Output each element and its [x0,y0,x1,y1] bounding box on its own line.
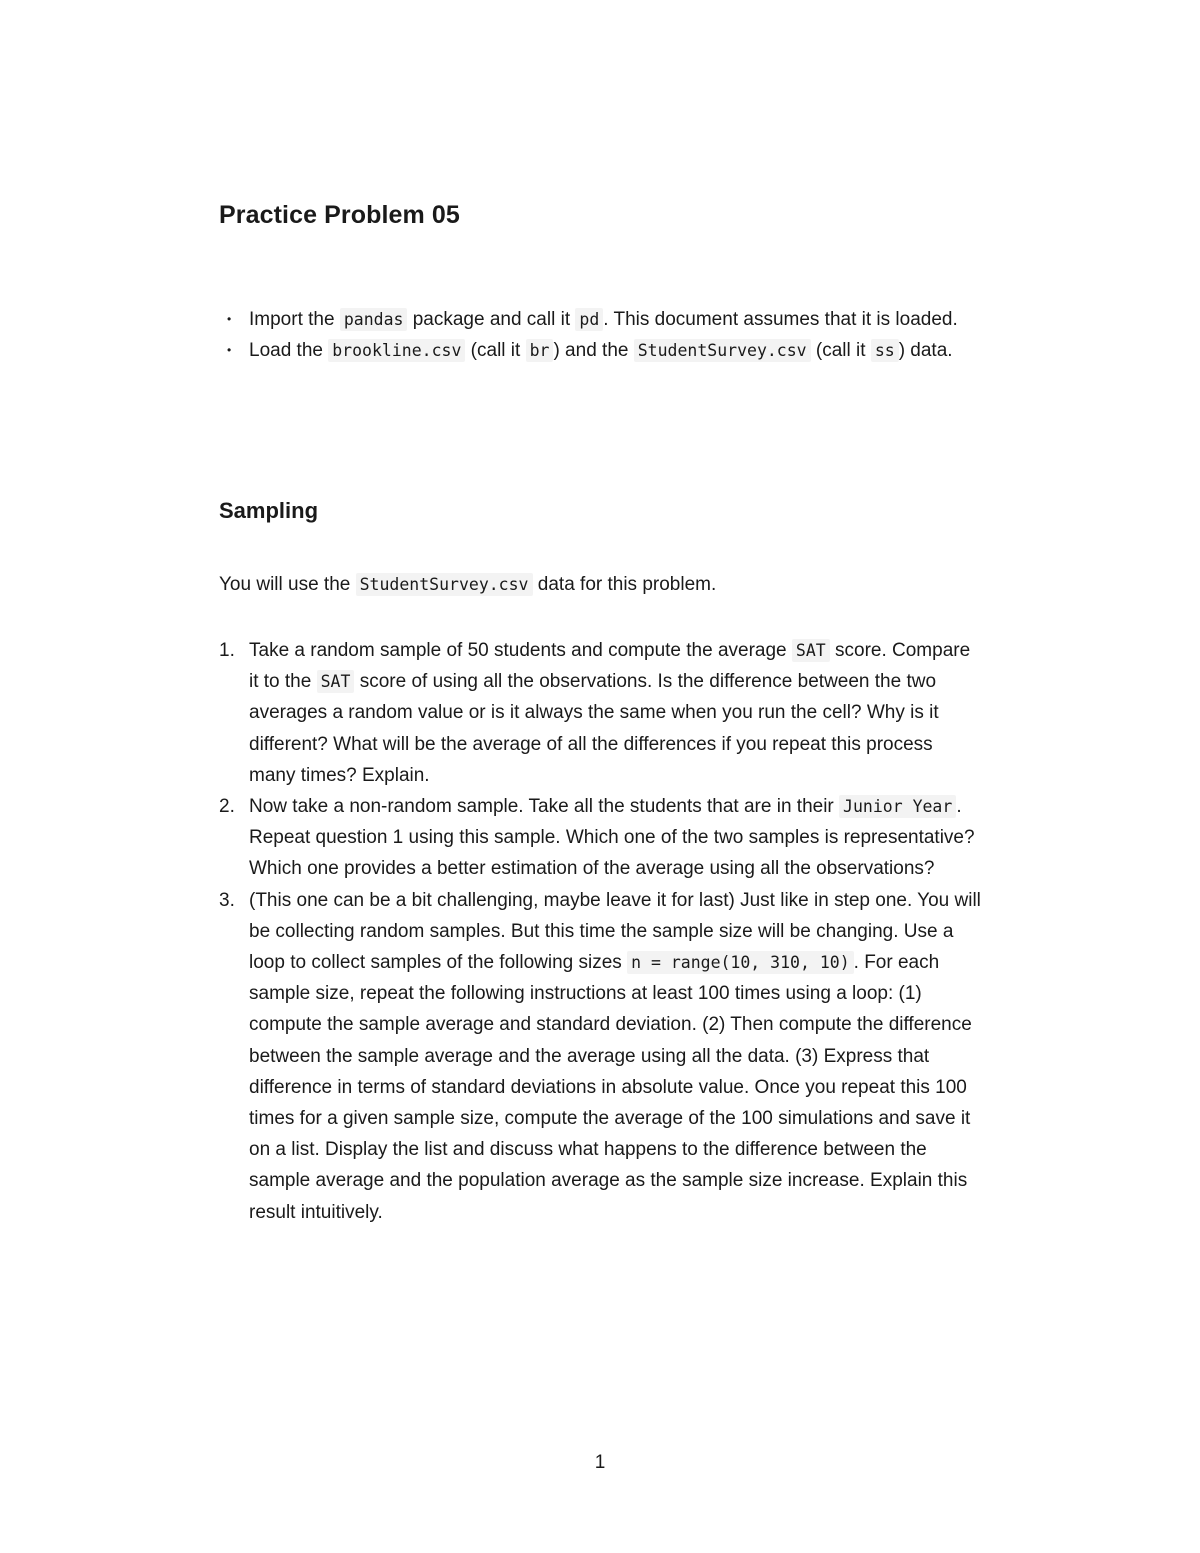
code-studentsurvey: StudentSurvey.csv [634,339,811,362]
bullet-icon: • [227,343,232,358]
setup-list [219,304,979,366]
code-brookline: brookline.csv [328,339,465,362]
code-range: n = range(10, 310, 10) [627,951,854,974]
section-intro: You will use the StudentSurvey.csv data for this problem. [219,574,717,595]
setup-item-load: • Load the brookline.csv (call it br ) and the StudentSurvey.csv (call it ss ) data. [219,335,979,366]
code-junior-year: Junior Year [839,795,956,818]
code-br: br [526,339,554,362]
code-pd: pd [575,308,603,331]
question-number: 1. [219,640,235,661]
question-number: 3. [219,889,235,911]
code-studentsurvey: StudentSurvey.csv [356,573,533,596]
code-ss: ss [871,339,899,362]
code-sat: SAT [792,639,830,662]
setup-item-import: • Import the pandas package and call it pd . This document assumes that it is loaded. [219,304,979,335]
code-pandas: pandas [340,308,408,331]
question-item: 1. Take a random sample of 50 students and compute the average SAT score. Compare it to the SAT score of using all the observations. Is the difference between the two averages a random value or is it always the same when you run the cell? Why is it different? What will be the average of all the differences if you repeat this process many times? Explain. [219,635,984,791]
page-title: Practice Problem 05 [219,201,460,229]
question-list [219,635,984,1228]
question-number: 2. [219,796,235,818]
question-item: 2. Now take a non-random sample. Take all the students that are in their Junior Year . Repeat question 1 using this sample. Which one of the two samples is representative? Which one provides a better estimation of the average using all the observations? [219,791,984,885]
question-item: 3. (This one can be a bit challenging, maybe leave it for last) Just like in step one. You will be collecting random samples. But this time the sample size will be changing. Use a loop to collect samples of the following sizes n = range(10, 310, 10) . For each sample size, repeat the following instructions at least 100 times using a loop: (1) compute the sample average and standard deviation. (2) Then compute the difference between the sample average and the average using all the data. (3) Express that difference in terms of standard deviations in absolute value. Once you repeat this 100 times for a given sample size, compute the average of the 100 simulations and save it on a list. Display the list and discuss what happens to the difference between the sample average and the population average as the sample size increase. Explain this result intuitively. [219,885,984,1228]
section-heading: Sampling [219,498,319,523]
code-sat: SAT [317,670,355,693]
page-number: 1 [594,1452,606,1473]
bullet-icon: • [227,312,232,326]
